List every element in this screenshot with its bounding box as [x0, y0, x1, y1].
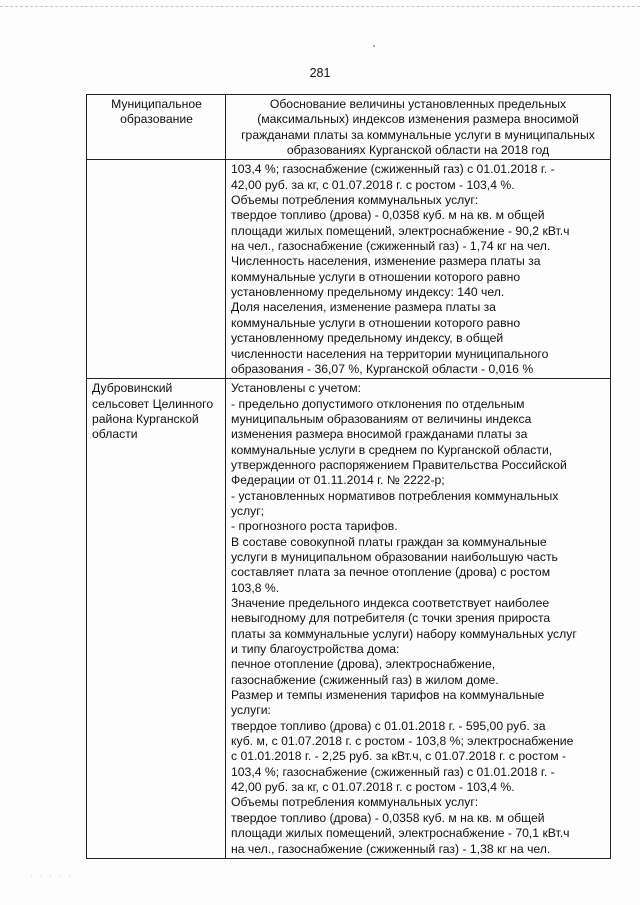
text-line: на чел., газоснабжение (сжиженный газ) - 1,38 кг на чел. — [231, 841, 551, 856]
text-line: твердое топливо (дрова) - 0,0358 куб. м на кв. м общей — [231, 810, 545, 825]
text-line: - установленных нормативов потребления коммунальных — [231, 488, 559, 503]
text-line: В составе совокупной платы граждан за коммунальные — [231, 534, 547, 549]
text-line: платы за коммунальные услуги) набору коммунальных услуг — [231, 626, 577, 641]
scan-artifact-line — [0, 6, 640, 7]
text-line: Размер и темпы изменения тарифов на коммунальные — [231, 688, 545, 703]
document-table — [86, 94, 611, 859]
text-line: - предельно допустимого отклонения по отдельным — [231, 396, 525, 411]
text-line: услуги: — [231, 703, 271, 718]
justification-cell — [226, 379, 611, 859]
text-line: 42,00 руб. за кг, с 01.07.2018 г. с ростом - 103,4 %. — [231, 780, 515, 795]
text-line: площади жилых помещений, электроснабжение - 70,1 кВт.ч — [231, 826, 570, 841]
text-line: Федерации от 01.11.2014 г. № 2222-р; — [231, 473, 445, 488]
header-municipality: Муниципальное образование — [87, 95, 226, 160]
text-line: Доля населения, изменение размера платы за — [231, 300, 496, 315]
text-line: 103,4 %; газоснабжение (сжиженный газ) с 01.01.2018 г. - — [231, 764, 555, 779]
scan-speck — [373, 45, 375, 47]
justification-cell — [226, 160, 611, 379]
text-line: составляет плата за печное отопление (дрова) с ростом — [231, 565, 551, 580]
text-line: муниципальным образованиям от величины индекса — [231, 411, 532, 426]
text-line: и типу благоустройства дома: — [231, 642, 400, 657]
text-line: на чел., газоснабжение (сжиженный газ) - 1,74 кг на чел. — [231, 239, 551, 254]
text-line: услуги в муниципальном образовании наибольшую часть — [231, 549, 558, 564]
table-row-dubrovinsky — [87, 379, 611, 859]
text-line: установленному предельному индексу: 140 чел. — [231, 285, 505, 300]
text-line: изменения размера вносимой гражданами платы за — [231, 427, 528, 442]
municipality-cell — [87, 160, 226, 379]
text-line: с 01.01.2018 г. - 2,25 руб. за кВт.ч, с 01.07.2018 г. с ростом - — [231, 749, 567, 764]
text-line: установленному предельному индексу, в общей — [231, 331, 504, 346]
text-line: Объемы потребления коммунальных услуг: — [231, 193, 479, 208]
table-header-row — [87, 95, 611, 160]
text-line: образования - 36,07 %, Курганской области - 0,016 % — [231, 361, 534, 376]
header-justification: Обоснование величины установленных предельных (максимальных) индексов изменения размера вносимой гражданами платы за коммунальные услуги в муниципальных образованиях Курганской области на 2018 год — [226, 95, 611, 160]
text-line: Численность населения, изменение размера платы за — [231, 254, 541, 269]
municipality-cell: Дубровинский сельсовет Целинного района Курганской области — [87, 379, 226, 859]
text-line: коммунальные услуги в среднем по Курганской области, — [231, 442, 553, 457]
text-line: печное отопление (дрова), электроснабжение, — [231, 657, 496, 672]
text-line: невыгодному для потребителя (с точки зрения прироста — [231, 611, 551, 626]
scan-footer-mark: · · · · · — [30, 871, 73, 881]
table-row-continuation — [87, 160, 611, 379]
text-line: Установлены с учетом: — [231, 381, 361, 396]
text-line: твердое топливо (дрова) - 0,0358 куб. м на кв. м общей — [231, 208, 545, 223]
text-line: коммунальные услуги в отношении которого равно — [231, 269, 521, 284]
text-line: Значение предельного индекса соответствует наиболее — [231, 596, 550, 610]
text-line: коммунальные услуги в отношении которого равно — [231, 315, 521, 330]
text-line: услуг; — [231, 503, 265, 518]
text-line: куб. м, с 01.07.2018 г. с ростом - 103,8 %; электроснабжение — [231, 734, 574, 749]
text-line: Объемы потребления коммунальных услуг: — [231, 795, 479, 810]
text-line: площади жилых помещений, электроснабжение - 90,2 кВт.ч — [231, 223, 570, 238]
page-number: 281 — [309, 66, 331, 80]
text-line: - прогнозного роста тарифов. — [231, 519, 398, 534]
text-line: 42,00 руб. за кг, с 01.07.2018 г. с ростом - 103,4 %. — [231, 177, 515, 192]
text-line: газоснабжение (сжиженный газ) в жилом доме. — [231, 672, 499, 687]
text-line: численности населения на территории муниципального — [231, 346, 549, 361]
text-line: 103,8 %. — [231, 580, 280, 595]
text-line: 103,4 %; газоснабжение (сжиженный газ) с 01.01.2018 г. - — [231, 162, 555, 177]
text-line: твердое топливо (дрова) с 01.01.2018 г. - 595,00 руб. за — [231, 718, 546, 733]
text-line: утвержденного распоряжением Правительства Российской — [231, 457, 567, 472]
